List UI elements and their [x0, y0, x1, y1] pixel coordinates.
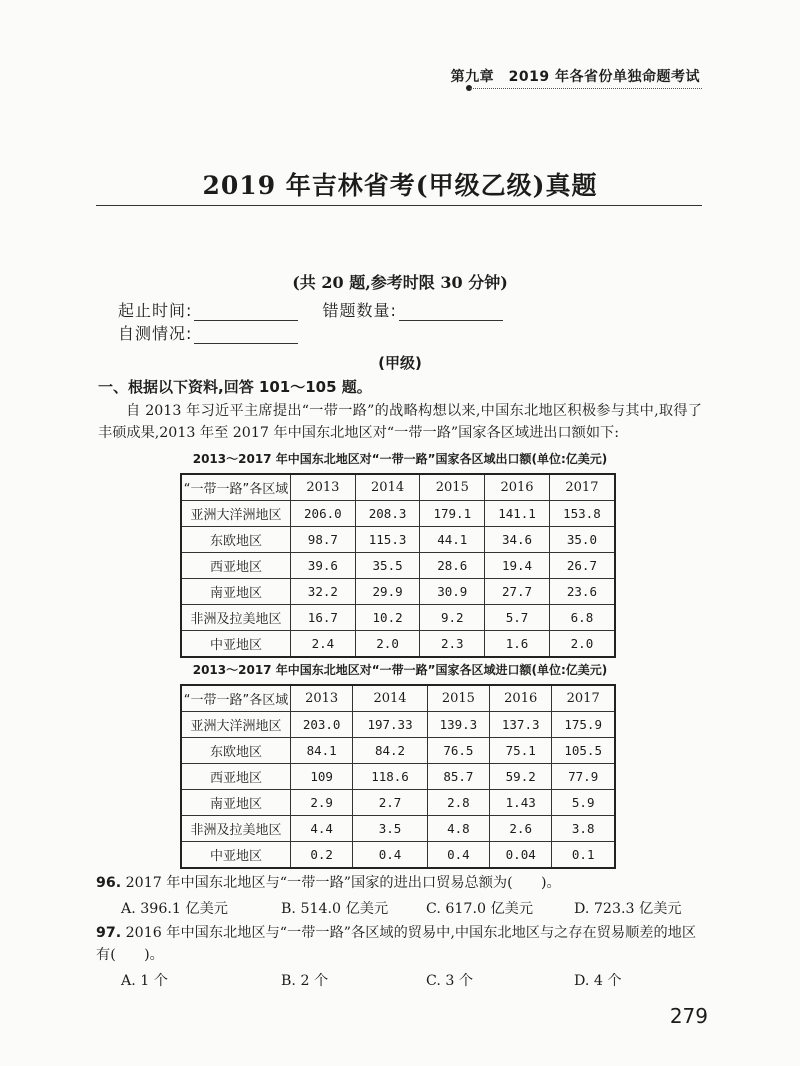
- export-table-caption: 2013～2017 年中国东北地区对“一带一路”国家各区域出口额(单位:亿美元): [192, 452, 608, 466]
- table-header-cell: 2017: [549, 474, 615, 501]
- value-cell: 4.4: [291, 816, 353, 842]
- region-cell: 南亚地区: [181, 579, 291, 605]
- value-cell: 0.04: [490, 842, 552, 869]
- import-table-caption: 2013～2017 年中国东北地区对“一带一路”国家各区域进口额(单位:亿美元): [192, 663, 608, 677]
- value-cell: 59.2: [490, 764, 552, 790]
- exam-subtitle: (共 20 题,参考时限 30 分钟): [292, 273, 508, 292]
- value-cell: 2.9: [291, 790, 353, 816]
- value-cell: 84.1: [291, 738, 353, 764]
- value-cell: 0.4: [353, 842, 427, 869]
- table-row: [181, 738, 615, 764]
- table-header-cell: 2014: [353, 685, 427, 712]
- value-cell: 9.2: [420, 605, 485, 631]
- region-cell: 西亚地区: [181, 764, 291, 790]
- page-number: 279: [669, 1004, 708, 1028]
- value-cell: 0.1: [552, 842, 615, 869]
- value-cell: 19.4: [485, 553, 550, 579]
- value-cell: 1.43: [490, 790, 552, 816]
- option-c[interactable]: C. 3 个: [426, 973, 474, 989]
- question-group-intro: 一、根据以下资料,回答 101～105 题。: [98, 378, 372, 396]
- table-row: [181, 816, 615, 842]
- page-title: 2019 年吉林省考(甲级乙级)真题: [202, 171, 598, 200]
- value-cell: 27.7: [485, 579, 550, 605]
- value-cell: 137.3: [490, 712, 552, 738]
- value-cell: 139.3: [427, 712, 489, 738]
- region-cell: 非洲及拉美地区: [181, 605, 291, 631]
- value-cell: 115.3: [355, 527, 420, 553]
- value-cell: 23.6: [549, 579, 615, 605]
- start-time-field: 起止时间:: [118, 298, 298, 321]
- value-cell: 26.7: [549, 553, 615, 579]
- table-row: [181, 501, 615, 527]
- option-d[interactable]: D. 4 个: [574, 973, 622, 989]
- table-row: [181, 553, 615, 579]
- value-cell: 2.8: [427, 790, 489, 816]
- table-row: [181, 842, 615, 869]
- region-cell: 非洲及拉美地区: [181, 816, 291, 842]
- table-header-cell: 2015: [427, 685, 489, 712]
- option-c[interactable]: C. 617.0 亿美元: [426, 901, 534, 917]
- question-97: [96, 922, 702, 966]
- table-row: [181, 790, 615, 816]
- error-count-blank[interactable]: [399, 320, 503, 321]
- error-count-field: 错题数量:: [323, 298, 503, 321]
- question-text: 2017 年中国东北地区与“一带一路”国家的进出口贸易总额为( )。: [125, 875, 561, 891]
- self-assessment-blank[interactable]: [194, 343, 298, 344]
- value-cell: 35.0: [549, 527, 615, 553]
- value-cell: 2.6: [490, 816, 552, 842]
- table-header-cell: “一带一路”各区域: [181, 474, 291, 501]
- value-cell: 2.3: [420, 631, 485, 658]
- table-header-cell: 2017: [552, 685, 615, 712]
- value-cell: 5.9: [552, 790, 615, 816]
- value-cell: 3.5: [353, 816, 427, 842]
- value-cell: 2.7: [353, 790, 427, 816]
- table-header-cell: 2016: [490, 685, 552, 712]
- question-text: 2016 年中国东北地区与“一带一路”各区域的贸易中,中国东北地区与之存在贸易顺差的地区有( )。: [96, 925, 697, 963]
- table-header-row: [181, 474, 615, 501]
- value-cell: 35.5: [355, 553, 420, 579]
- value-cell: 6.8: [549, 605, 615, 631]
- value-cell: 44.1: [420, 527, 485, 553]
- question-number: 97.: [96, 925, 122, 941]
- value-cell: 2.4: [291, 631, 356, 658]
- value-cell: 28.6: [420, 553, 485, 579]
- region-cell: 东欧地区: [181, 527, 291, 553]
- value-cell: 208.3: [355, 501, 420, 527]
- region-cell: 中亚地区: [181, 631, 291, 658]
- value-cell: 153.8: [549, 501, 615, 527]
- option-d[interactable]: D. 723.3 亿美元: [574, 901, 682, 917]
- value-cell: 203.0: [291, 712, 353, 738]
- region-cell: 亚洲大洋洲地区: [181, 712, 291, 738]
- section-label: (甲级): [378, 354, 422, 372]
- option-a[interactable]: A. 396.1 亿美元: [121, 901, 228, 917]
- table-header-cell: 2014: [355, 474, 420, 501]
- value-cell: 109: [291, 764, 353, 790]
- question-96: [96, 872, 702, 894]
- region-cell: 亚洲大洋洲地区: [181, 501, 291, 527]
- region-cell: 东欧地区: [181, 738, 291, 764]
- intro-paragraph: 自 2013 年习近平主席提出“一带一路”的战略构想以来,中国东北地区积极参与其中,取得了丰硕成果,2013 年至 2017 年中国东北地区对“一带一路”国家各区域进出口额如下:: [98, 403, 702, 441]
- value-cell: 5.7: [485, 605, 550, 631]
- value-cell: 0.2: [291, 842, 353, 869]
- value-cell: 2.0: [549, 631, 615, 658]
- value-cell: 29.9: [355, 579, 420, 605]
- table-row: [181, 527, 615, 553]
- region-cell: 中亚地区: [181, 842, 291, 869]
- table-row: [181, 605, 615, 631]
- running-head: 第九章 2019 年各省份单独命题考试: [450, 69, 700, 85]
- region-cell: 西亚地区: [181, 553, 291, 579]
- export-table: [180, 473, 616, 658]
- value-cell: 4.8: [427, 816, 489, 842]
- value-cell: 85.7: [427, 764, 489, 790]
- value-cell: 0.4: [427, 842, 489, 869]
- value-cell: 175.9: [552, 712, 615, 738]
- table-header-cell: 2016: [485, 474, 550, 501]
- value-cell: 30.9: [420, 579, 485, 605]
- region-cell: 南亚地区: [181, 790, 291, 816]
- value-cell: 77.9: [552, 764, 615, 790]
- table-row: [181, 712, 615, 738]
- table-header-cell: 2013: [291, 474, 356, 501]
- self-assessment-field: 自测情况:: [118, 321, 298, 344]
- value-cell: 16.7: [291, 605, 356, 631]
- option-a[interactable]: A. 1 个: [121, 973, 168, 989]
- value-cell: 179.1: [420, 501, 485, 527]
- value-cell: 105.5: [552, 738, 615, 764]
- option-b[interactable]: B. 514.0 亿美元: [281, 901, 389, 917]
- table-row: [181, 579, 615, 605]
- value-cell: 75.1: [490, 738, 552, 764]
- value-cell: 206.0: [291, 501, 356, 527]
- table-header-cell: “一带一路”各区域: [181, 685, 291, 712]
- value-cell: 39.6: [291, 553, 356, 579]
- value-cell: 10.2: [355, 605, 420, 631]
- question-number: 96.: [96, 875, 122, 891]
- self-record-row: [118, 298, 698, 344]
- option-b[interactable]: B. 2 个: [281, 973, 329, 989]
- table-header-cell: 2015: [420, 474, 485, 501]
- value-cell: 32.2: [291, 579, 356, 605]
- import-table: [180, 684, 616, 869]
- value-cell: 141.1: [485, 501, 550, 527]
- value-cell: 34.6: [485, 527, 550, 553]
- value-cell: 118.6: [353, 764, 427, 790]
- value-cell: 98.7: [291, 527, 356, 553]
- value-cell: 84.2: [353, 738, 427, 764]
- value-cell: 2.0: [355, 631, 420, 658]
- table-header-cell: 2013: [291, 685, 353, 712]
- table-row: [181, 631, 615, 658]
- table-header-row: [181, 685, 615, 712]
- value-cell: 76.5: [427, 738, 489, 764]
- running-head-rule: [470, 88, 702, 89]
- value-cell: 3.8: [552, 816, 615, 842]
- table-row: [181, 764, 615, 790]
- value-cell: 1.6: [485, 631, 550, 658]
- value-cell: 197.33: [353, 712, 427, 738]
- title-rule: [96, 205, 702, 206]
